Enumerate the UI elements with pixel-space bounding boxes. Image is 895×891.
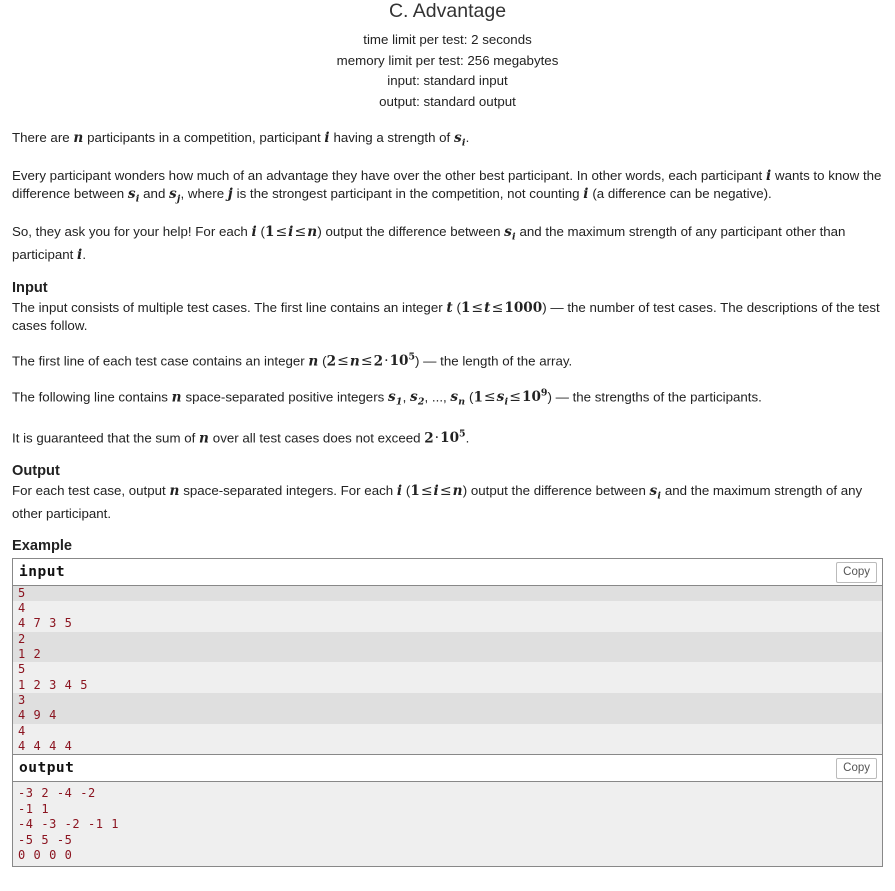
page-title: C. Advantage [388, 0, 507, 22]
text: ) [317, 223, 322, 239]
sample-input-header [13, 559, 882, 586]
math-le: ≤ [337, 353, 349, 370]
output-specification [12, 462, 883, 523]
text: — the strengths of the participants. [551, 389, 762, 405]
sample-input-line: 5 [13, 662, 882, 677]
text: ) [462, 482, 468, 498]
math-s-2: $s_2$ [409, 389, 425, 409]
sample-output-header [13, 755, 882, 782]
math-i: i [251, 223, 257, 240]
math-i: i [324, 130, 330, 147]
input-paragraph-4 [12, 426, 883, 448]
math-cdot: · [434, 430, 440, 447]
text: For each test case, output [12, 482, 170, 498]
math-n: n [452, 482, 463, 499]
input-paragraph-2 [12, 349, 883, 371]
math-n: n [171, 389, 182, 406]
input-paragraph-1 [12, 299, 883, 335]
text: ( [465, 389, 474, 405]
math-t: t [446, 299, 453, 316]
legend-paragraph-1 [12, 129, 883, 152]
math-le: ≤ [360, 353, 373, 370]
sample-input-box [12, 558, 883, 756]
text: and the maximum strength of any participant other than participant [12, 223, 846, 262]
legend-paragraph-2 [12, 167, 883, 209]
math-i: i [77, 246, 83, 263]
text: It is guaranteed that the sum of [12, 430, 200, 446]
text: Every participant wonders how much of an advantage they have over the other best participant. In other words, each participant [12, 167, 766, 183]
math-i: i [433, 482, 439, 499]
sample-input-line: 4 [13, 724, 882, 739]
input-paragraph-3 [12, 385, 883, 412]
math-s-i: $s_i$ [649, 482, 662, 502]
math-s-i: $s_i$ [453, 130, 466, 150]
text: The first line of each test case contains an integer [12, 353, 309, 369]
math-le: ≤ [439, 482, 452, 499]
copy-output-button[interactable]: Copy [836, 758, 877, 779]
text: is the strongest participant in the competition, not counting [232, 186, 584, 202]
sample-input-line: 1 2 [13, 647, 882, 662]
input-specification [12, 279, 883, 448]
text: There are [12, 130, 74, 146]
math-s-j: $s_j$ [169, 186, 181, 205]
memory-limit: memory limit per test: 256 megabytes [336, 52, 559, 68]
text: ) [415, 353, 420, 369]
math-s-i: $s_i$ [496, 389, 509, 409]
text: and [139, 186, 170, 202]
math-j: j [227, 186, 233, 203]
math-1: 1 [473, 389, 483, 406]
sample-output-data [13, 782, 882, 866]
text: over all test cases does not exceed [209, 430, 425, 446]
output-paragraph-1 [12, 482, 883, 523]
math-power: $10^9$ [522, 387, 548, 406]
text: ( [452, 299, 461, 315]
math-s-1: $s_1$ [387, 389, 403, 409]
sample-input-line: 4 [13, 601, 882, 616]
math-2: 2 [424, 430, 434, 447]
math-i: i [288, 223, 294, 240]
text: output the difference between [321, 223, 505, 239]
output-heading: Output [12, 462, 60, 479]
text: , ..., [424, 389, 451, 405]
sample-input-line: 5 [13, 586, 882, 601]
text: — the number of test cases. The descriptions of the test cases follow. [12, 299, 880, 334]
sample-output-line: -4 -3 -2 -1 1 [18, 817, 120, 832]
math-n: n [307, 223, 318, 240]
sample-output-label: output [19, 760, 75, 777]
text: , where [180, 186, 228, 202]
text: So, they ask you for your help! For each [12, 223, 252, 239]
problem-header [12, 0, 883, 112]
text: . [465, 130, 470, 146]
math-n: n [169, 482, 180, 499]
text: . [465, 430, 470, 446]
text: ( [256, 223, 265, 239]
math-2: 2 [326, 353, 337, 370]
math-1000: 1000 [504, 299, 543, 316]
text: ( [318, 353, 327, 369]
copy-input-button[interactable]: Copy [836, 562, 877, 583]
text: having a strength of [329, 130, 454, 146]
text: and the maximum strength of any other participant. [12, 482, 863, 522]
text: The following line contains [12, 389, 172, 405]
output-mode: output: standard output [379, 93, 516, 109]
sample-output-line: -3 2 -4 -2 [18, 786, 96, 801]
sample-input-line: 3 [13, 693, 882, 708]
math-le: ≤ [491, 299, 504, 316]
sample-input-line: 4 9 4 [13, 708, 882, 723]
sample-input-line: 1 2 3 4 5 [13, 678, 882, 693]
math-1: 1 [410, 482, 420, 499]
input-mode: input: standard input [387, 73, 508, 89]
math-power: $10^5$ [440, 428, 466, 447]
text: space-separated integers. For each [179, 482, 397, 498]
sample-output-line: -1 1 [18, 801, 50, 816]
math-n: n [308, 353, 319, 370]
math-n: n [349, 353, 360, 370]
text: wants to know the difference between [12, 167, 882, 202]
text: The input consists of multiple test cases. The first line contains an integer [12, 299, 447, 315]
sample-input-line: 4 4 4 4 [13, 739, 882, 754]
text: . [82, 246, 87, 262]
text: space-separated positive integers [181, 389, 388, 405]
sample-input-line: 2 [13, 632, 882, 647]
sample-output-line: 0 0 0 0 [18, 847, 73, 862]
math-le: ≤ [471, 299, 484, 316]
text: output the difference between [467, 482, 650, 498]
math-1: 1 [460, 299, 471, 316]
math-t: t [484, 299, 491, 316]
math-cdot: · [384, 353, 389, 370]
text: ) [547, 389, 552, 405]
text: participants in a competition, participant [83, 130, 325, 146]
sample-input-line: 4 7 3 5 [13, 616, 882, 631]
text: , [402, 389, 410, 405]
math-s-i: $s_i$ [504, 223, 516, 243]
math-n: n [199, 430, 210, 447]
math-power: $10^5$ [389, 351, 416, 370]
math-i: i [765, 167, 772, 184]
time-limit: time limit per test: 2 seconds [363, 32, 532, 47]
text: — the length of the array. [419, 353, 573, 369]
text: ) [542, 299, 547, 315]
input-heading: Input [12, 279, 48, 296]
math-i: i [396, 482, 403, 499]
math-le: ≤ [483, 389, 496, 406]
problem-legend [12, 129, 883, 264]
sample-output-line: -5 5 -5 [18, 832, 73, 847]
math-s-i: $s_i$ [127, 186, 140, 205]
sample-tests [12, 537, 883, 868]
sample-output-box [12, 755, 883, 867]
math-i: i [583, 186, 589, 203]
text: (a difference can be negative). [588, 186, 772, 202]
math-le: ≤ [275, 223, 288, 240]
math-s-n: $s_n$ [450, 389, 466, 409]
math-1: 1 [264, 223, 275, 240]
sample-input-label: input [19, 563, 66, 580]
math-le: ≤ [509, 389, 521, 406]
math-le: ≤ [420, 482, 433, 499]
math-2: 2 [373, 353, 384, 370]
example-heading: Example [12, 537, 73, 554]
math-le: ≤ [294, 223, 307, 240]
math-n: n [73, 130, 84, 147]
sample-input-data [13, 586, 882, 755]
text: ( [402, 482, 411, 498]
legend-paragraph-3 [12, 223, 883, 265]
